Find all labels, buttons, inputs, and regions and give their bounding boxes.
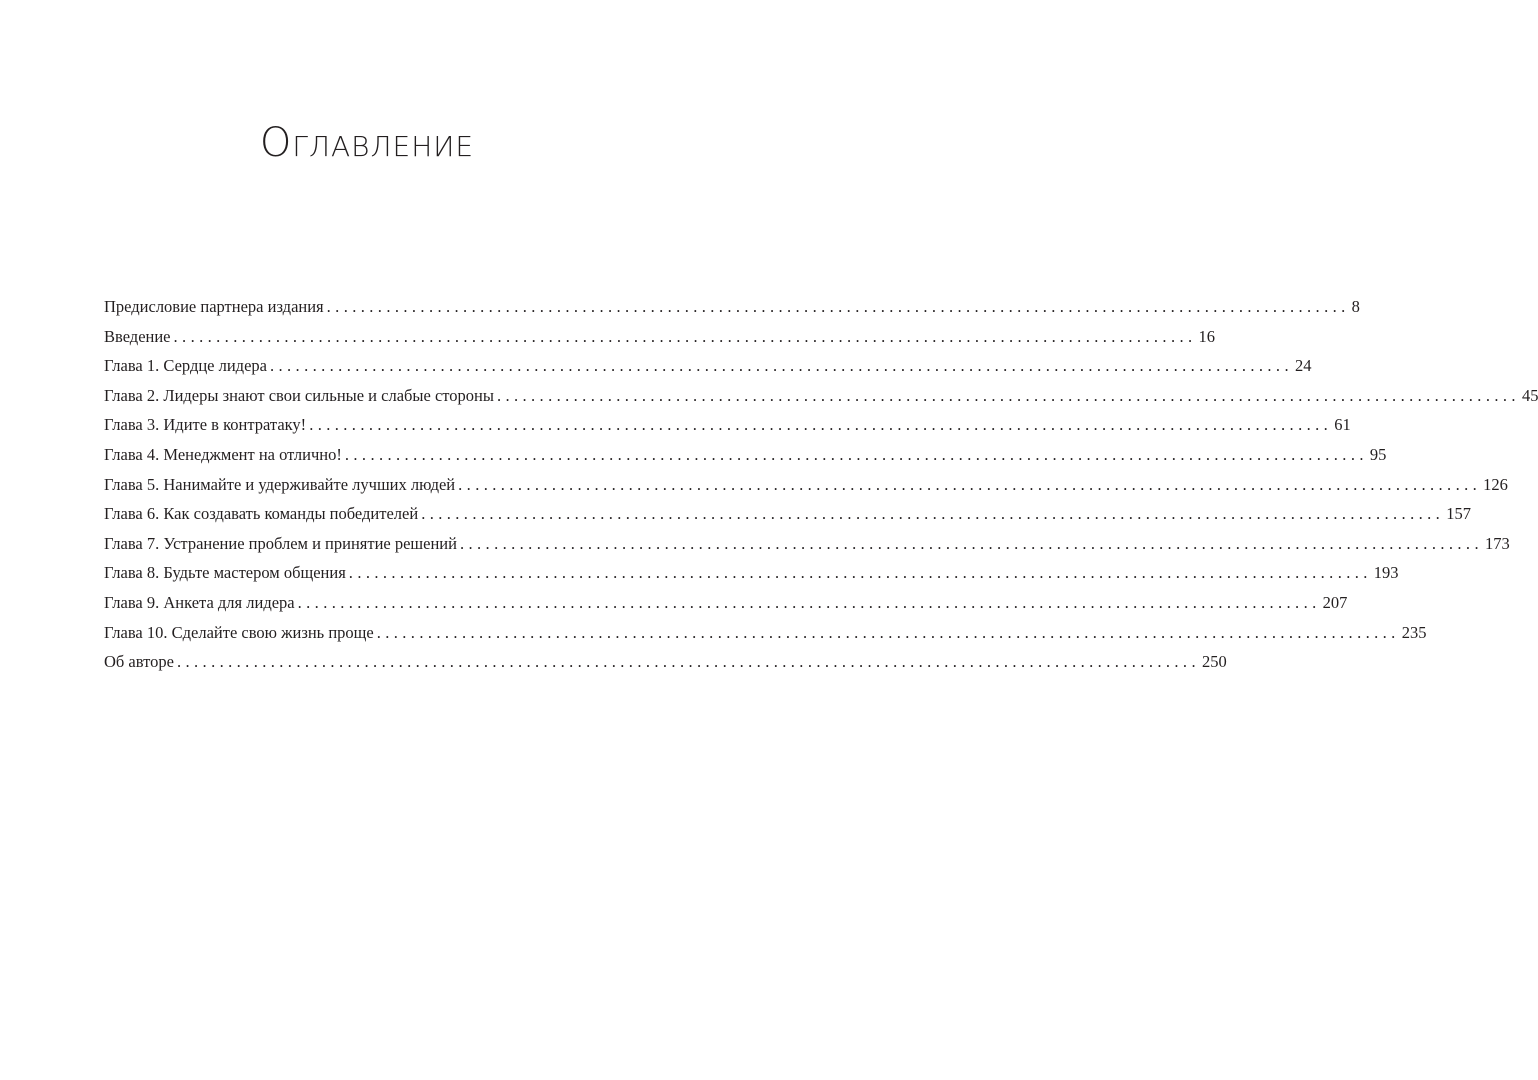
toc-entry-chapter-2 [104, 381, 1538, 411]
toc-entry-label: Глава 6. Как создавать команды победителей [104, 504, 419, 524]
dot-leader: ........................................................................................................................ [376, 622, 1400, 642]
toc-entry-page: 173 [1484, 533, 1510, 553]
dot-leader: ........................................................................................................................ [421, 504, 1445, 524]
dot-leader: ........................................................................................................................ [176, 652, 1200, 672]
toc-entry-chapter-8 [104, 558, 1399, 588]
dot-leader: ........................................................................................................................ [173, 326, 1197, 346]
toc-entry-page: 193 [1373, 563, 1399, 583]
dot-leader: ........................................................................................................................ [348, 563, 1372, 583]
toc-entry-preface [104, 292, 1360, 322]
dot-leader: ........................................................................................................................ [309, 415, 1333, 435]
toc-entry-page: 235 [1401, 622, 1427, 642]
table-of-contents [104, 292, 1538, 677]
toc-entry-chapter-9 [104, 588, 1348, 618]
dot-leader: ........................................................................................................................ [269, 356, 1293, 376]
toc-entry-chapter-4 [104, 440, 1387, 470]
dot-leader: ........................................................................................................................ [297, 592, 1321, 612]
toc-entry-chapter-6 [104, 499, 1471, 529]
toc-entry-chapter-3 [104, 410, 1351, 440]
toc-entry-label: Введение [104, 326, 171, 346]
toc-entry-page: 16 [1198, 326, 1216, 346]
toc-entry-label: Глава 10. Сделайте свою жизнь проще [104, 622, 374, 642]
toc-entry-label: Глава 9. Анкета для лидера [104, 592, 295, 612]
toc-entry-page: 8 [1351, 297, 1360, 316]
toc-entry-page: 45 [1521, 385, 1538, 405]
page-title: Оглавление [259, 119, 475, 166]
dot-leader: ........................................................................................................................ [458, 474, 1482, 494]
toc-entry-page: 126 [1483, 474, 1508, 494]
toc-entry-chapter-10 [104, 618, 1427, 648]
toc-entry-label: Глава 2. Лидеры знают свои сильные и слабые стороны [104, 385, 494, 405]
dot-leader: ........................................................................................................................ [496, 385, 1520, 405]
toc-entry-page: 24 [1294, 356, 1312, 376]
toc-entry-label: Глава 7. Устранение проблем и принятие решений [104, 533, 457, 553]
dot-leader: ........................................................................................................................ [326, 297, 1350, 316]
toc-entry-label: Глава 1. Сердце лидера [104, 356, 267, 376]
toc-entry-label: Глава 8. Будьте мастером общения [104, 563, 346, 583]
toc-entry-page: 61 [1334, 415, 1351, 435]
toc-entry-page: 250 [1201, 652, 1227, 672]
toc-entry-introduction [104, 322, 1216, 352]
toc-entry-chapter-7 [104, 529, 1510, 559]
toc-entry-about-author [104, 647, 1227, 677]
toc-entry-page: 95 [1369, 444, 1387, 464]
toc-entry-label: Глава 4. Менеджмент на отлично! [104, 444, 342, 464]
dot-leader: ........................................................................................................................ [459, 533, 1483, 553]
toc-entry-chapter-5 [104, 470, 1508, 500]
toc-entry-label: Глава 3. Идите в контратаку! [104, 415, 307, 435]
dot-leader: ........................................................................................................................ [344, 444, 1368, 464]
toc-entry-label: Глава 5. Нанимайте и удерживайте лучших людей [104, 474, 456, 494]
toc-entry-page: 157 [1446, 504, 1471, 524]
toc-entry-chapter-1 [104, 351, 1312, 381]
toc-entry-label: Об авторе [104, 652, 174, 672]
toc-entry-label: Предисловие партнера издания [104, 297, 324, 316]
toc-entry-page: 207 [1322, 592, 1348, 612]
